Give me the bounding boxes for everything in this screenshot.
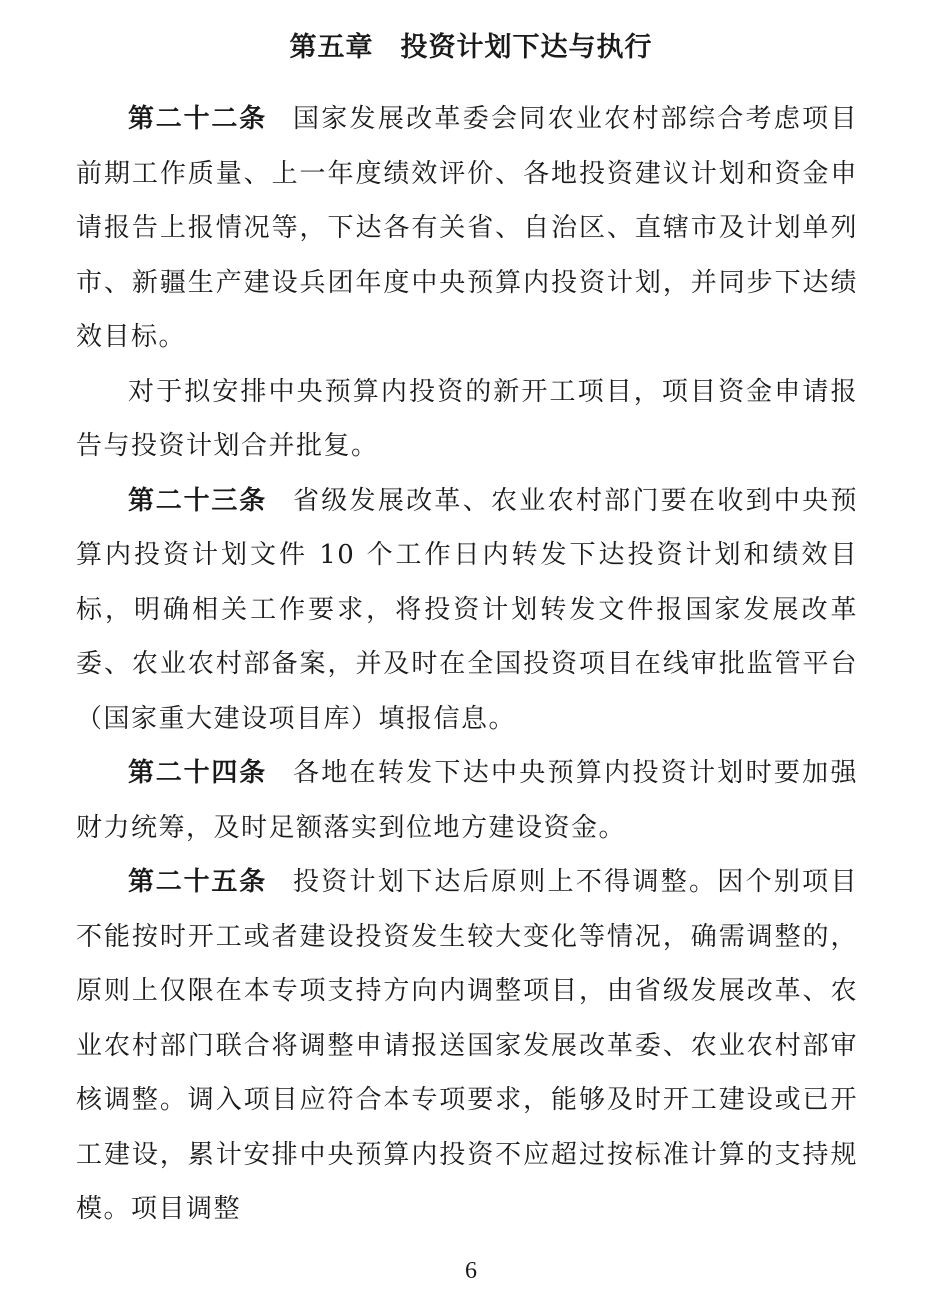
paragraph-text: 国家发展改革委会同农业农村部综合考虑项目前期工作质量、上一年度绩效评价、各地投资建议计划和资金申请报告上报情况等，下达各有关省、自治区、直辖市及计划单列市、新疆生产建设兵团年度中央预算内投资计划，并同步下达绩效目标。 bbox=[76, 104, 858, 352]
paragraph-article-22-cont bbox=[76, 365, 858, 474]
page-number: 6 bbox=[465, 1258, 477, 1284]
paragraph-article-25 bbox=[76, 855, 858, 1237]
paragraph-text: 对于拟安排中央预算内投资的新开工项目，项目资金申请报告与投资计划合并批复。 bbox=[76, 376, 858, 461]
chapter-title: 投资计划下达与执行 bbox=[400, 32, 653, 63]
article-number: 第二十四条 bbox=[128, 758, 267, 788]
document-body bbox=[76, 92, 858, 1237]
chapter-heading bbox=[0, 28, 942, 68]
article-number: 第二十三条 bbox=[128, 485, 267, 516]
article-number: 第二十五条 bbox=[128, 867, 267, 897]
paragraph-text: 省级发展改革、农业农村部门要在收到中央预算内投资计划文件 10 个工作日内转发下达投资计划和绩效目标，明确相关工作要求，将投资计划转发文件报国家发展改革委、农业农村部备案，并及时在全国投资项目在线审批监管平台（国家重大建设项目库）填报信息。 bbox=[76, 485, 858, 734]
paragraph-text: 投资计划下达后原则上不得调整。因个别项目不能按时开工或者建设投资发生较大变化等情况，确需调整的，原则上仅限在本专项支持方向内调整项目，由省级发展改革、农业农村部门联合将调整申请报送国家发展改革委、农业农村部审核调整。调入项目应符合本专项要求，能够及时开工建设或已开工建设，累计安排中央预算内投资不应超过按标准计算的支持规模。项目调整 bbox=[76, 867, 858, 1224]
paragraph-text: 各地在转发下达中央预算内投资计划时要加强财力统筹，及时足额落实到位地方建设资金。 bbox=[76, 758, 858, 843]
chapter-number: 第五章 bbox=[289, 32, 374, 63]
article-number: 第二十二条 bbox=[128, 104, 267, 134]
paragraph-article-22 bbox=[76, 92, 858, 365]
paragraph-article-24 bbox=[76, 746, 858, 855]
paragraph-article-23 bbox=[76, 474, 858, 747]
